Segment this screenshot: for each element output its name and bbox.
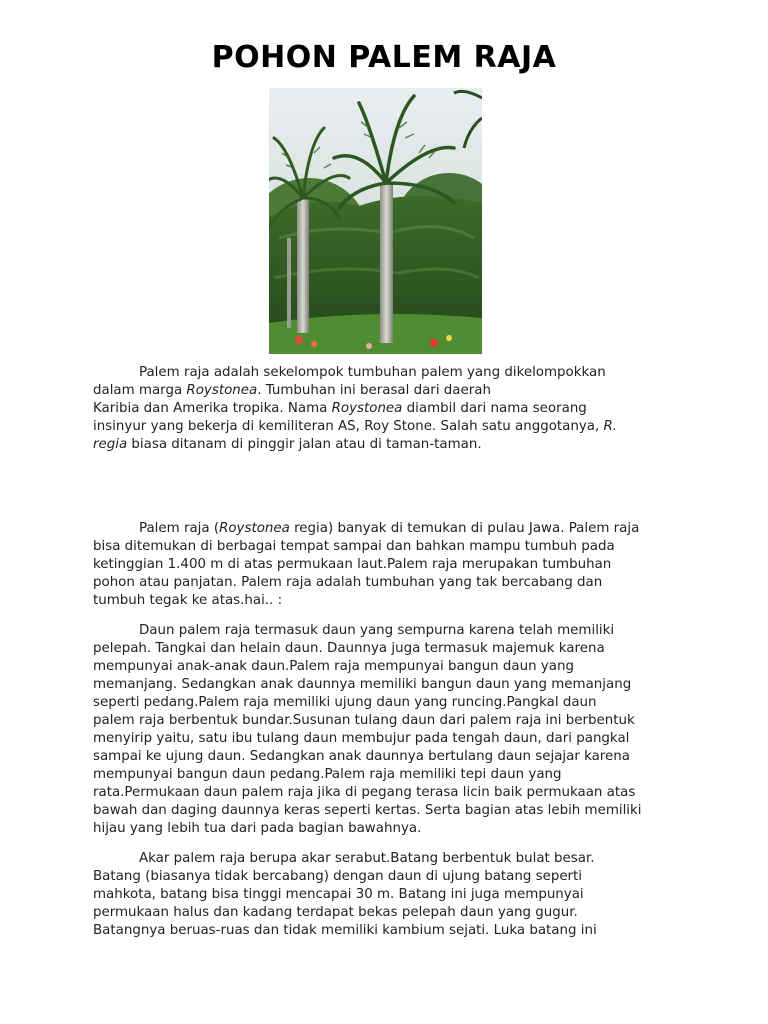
text-line: Palem raja adalah sekelompok tumbuhan palem yang dikelompokkan — [139, 365, 606, 380]
text-line: Palem raja (Roystonea regia) banyak di temukan di pulau Jawa. Palem raja — [139, 521, 640, 536]
italic-term: R. — [603, 419, 618, 434]
text-line: mempunyai anak-anak daun.Palem raja mempunyai bangun daun yang — [93, 659, 574, 674]
text-line: memanjang. Sedangkan anak daunnya memiliki bangun daun yang memanjang — [93, 677, 632, 692]
text-line: mempunyai bangun daun pedang.Palem raja memiliki tepi daun yang — [93, 767, 562, 782]
text-line: seperti pedang.Palem raja memiliki ujung daun yang runcing.Pangkal daun — [93, 695, 597, 710]
text-line: ketinggian 1.400 m di atas permukaan laut.Palem raja merupakan tumbuhan — [93, 557, 612, 572]
text-line: rata.Permukaan daun palem raja jika di pegang terasa licin baik permukaan atas — [93, 785, 636, 800]
italic-term: regia — [93, 437, 128, 452]
text-line: Batang (biasanya tidak bercabang) dengan daun di ujung batang seperti — [93, 869, 583, 884]
text-line: Daun palem raja termasuk daun yang sempurna karena telah memiliki — [139, 623, 615, 638]
text-line: hijau yang lebih tua dari pada bagian bawahnya. — [93, 821, 422, 836]
text-line: Akar palem raja berupa akar serabut.Batang berbentuk bulat besar. — [139, 851, 595, 866]
text-line: sampai ke ujung daun. Sedangkan anak daunnya bertulang daun sejajar karena — [93, 749, 630, 764]
text-line: regia biasa ditanam di pinggir jalan atau di taman-taman. — [93, 437, 482, 452]
paragraph-3 — [93, 622, 683, 838]
page-title: POHON PALEM RAJA — [211, 40, 557, 75]
text-line: menyirip yaitu, satu ibu tulang daun membujur pada tengah daun, dari pangkal — [93, 731, 630, 746]
paragraph-2 — [93, 520, 683, 610]
text-line: bisa ditemukan di berbagai tempat sampai dan bahkan mampu tumbuh pada — [93, 539, 615, 554]
text-line: insinyur yang bekerja di kemiliteran AS, Roy Stone. Salah satu anggotanya, R. — [93, 419, 618, 434]
paragraph-4 — [93, 850, 683, 940]
text-line: palem raja berbentuk bundar.Susunan tulang daun dari palem raja ini berbentuk — [93, 713, 635, 728]
italic-term: Roystonea — [331, 401, 403, 416]
italic-term: Roystonea — [219, 521, 290, 536]
italic-term: Roystonea — [186, 383, 258, 398]
paragraph-1 — [93, 364, 683, 454]
text-line: dalam marga Roystonea. Tumbuhan ini berasal dari daerah — [93, 383, 491, 398]
text-line: Karibia dan Amerika tropika. Nama Roystonea diambil dari nama seorang — [93, 401, 587, 416]
text-line: permukaan halus dan kadang terdapat bekas pelepah daun yang gugur. — [93, 905, 578, 920]
text-line: Batangnya beruas-ruas dan tidak memiliki kambium sejati. Luka batang ini — [93, 923, 597, 938]
text-line: tumbuh tegak ke atas.hai.. : — [93, 593, 283, 608]
text-line: pelepah. Tangkai dan helain daun. Daunnya juga termasuk majemuk karena — [93, 641, 605, 656]
text-line: mahkota, batang bisa tinggi mencapai 30 m. Batang ini juga mempunyai — [93, 887, 584, 902]
palm-tree-photo — [269, 88, 482, 354]
text-line: bawah dan daging daunnya keras seperti kertas. Serta bagian atas lebih memiliki — [93, 803, 642, 818]
text-line: pohon atau panjatan. Palem raja adalah tumbuhan yang tak bercabang dan — [93, 575, 603, 590]
